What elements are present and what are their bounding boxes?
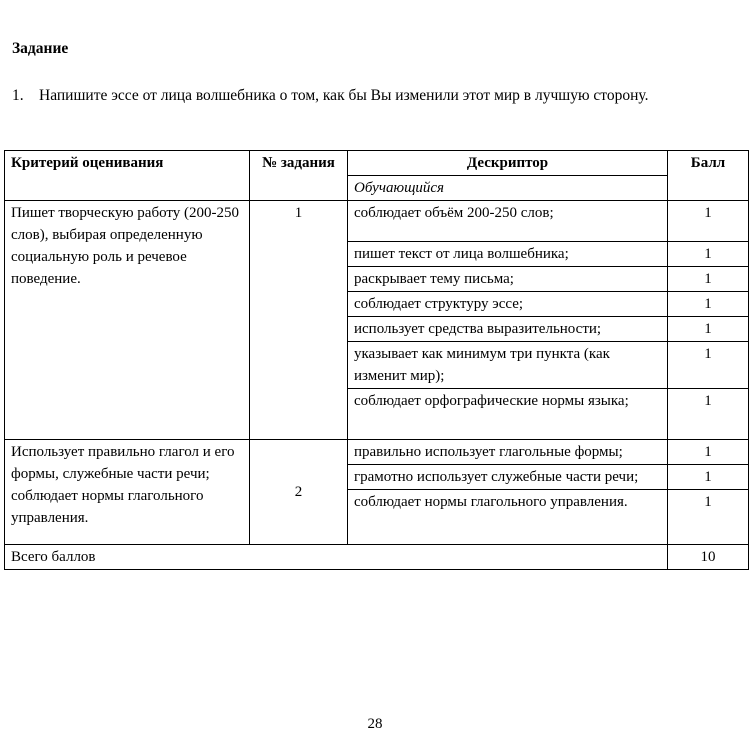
score-cell: 1 xyxy=(668,389,749,440)
score-cell: 1 xyxy=(668,490,749,545)
task-text: Напишите эссе от лица волшебника о том, как бы Вы изменили этот мир в лучшую сторону. xyxy=(39,87,649,104)
total-score: 10 xyxy=(668,545,749,570)
header-descriptor: Дескриптор xyxy=(348,151,668,176)
score-cell: 1 xyxy=(668,242,749,267)
table-header-row xyxy=(5,151,749,176)
descriptor-cell: указывает как минимум три пункта (как изменит мир); xyxy=(348,342,668,389)
descriptor-cell: пишет текст от лица волшебника; xyxy=(348,242,668,267)
total-label: Всего баллов xyxy=(5,545,668,570)
header-task-number: № задания xyxy=(250,151,348,201)
table-row xyxy=(5,201,749,242)
score-cell: 1 xyxy=(668,465,749,490)
task-number-cell: 2 xyxy=(250,440,348,545)
total-row xyxy=(5,545,749,570)
score-cell: 1 xyxy=(668,292,749,317)
descriptor-cell: использует средства выразительности; xyxy=(348,317,668,342)
section-heading: Задание xyxy=(12,40,69,57)
descriptor-cell: соблюдает орфографические нормы языка; xyxy=(348,389,668,440)
score-cell: 1 xyxy=(668,317,749,342)
descriptor-cell: соблюдает нормы глагольного управления. xyxy=(348,490,668,545)
header-score: Балл xyxy=(668,151,749,201)
task-number: 1. xyxy=(12,87,24,104)
subheader-student: Обучающийся xyxy=(348,176,668,201)
score-cell: 1 xyxy=(668,267,749,292)
descriptor-cell: раскрывает тему письма; xyxy=(348,267,668,292)
task-item xyxy=(12,84,712,108)
score-cell: 1 xyxy=(668,440,749,465)
criterion-cell: Пишет творческую работу (200-250 слов), выбирая определенную социальную роль и речевое поведение. xyxy=(5,201,250,440)
task-number-cell: 1 xyxy=(250,201,348,440)
score-cell: 1 xyxy=(668,342,749,389)
grading-table xyxy=(4,150,749,570)
criterion-cell: Использует правильно глагол и его формы, служебные части речи; соблюдает нормы глагольного управления. xyxy=(5,440,250,545)
descriptor-cell: правильно использует глагольные формы; xyxy=(348,440,668,465)
descriptor-cell: грамотно использует служебные части речи; xyxy=(348,465,668,490)
page-number: 28 xyxy=(367,716,383,732)
score-cell: 1 xyxy=(668,201,749,242)
descriptor-cell: соблюдает структуру эссе; xyxy=(348,292,668,317)
table-row xyxy=(5,440,749,465)
descriptor-cell: соблюдает объём 200-250 слов; xyxy=(348,201,668,242)
header-criterion: Критерий оценивания xyxy=(5,151,250,201)
